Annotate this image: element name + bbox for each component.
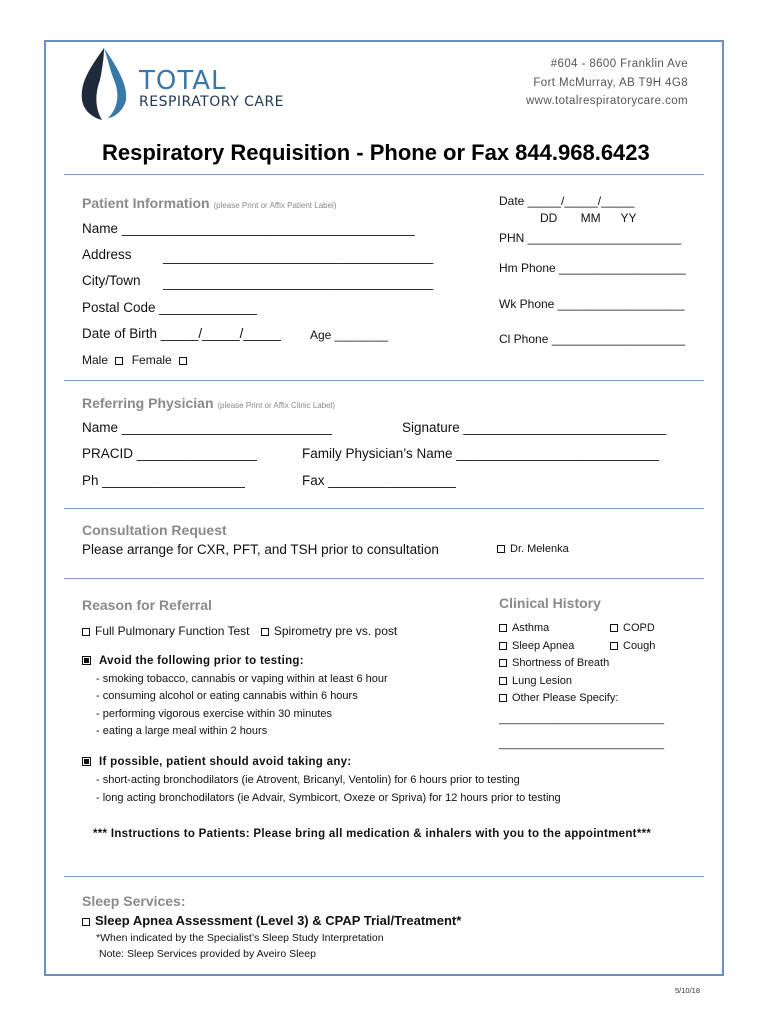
logo-text-respiratory: RESPIRATORY CARE xyxy=(139,94,285,110)
male-label: Male xyxy=(82,353,109,367)
avoid-item: - smoking tobacco, cannabis or vaping within at least 6 hour xyxy=(96,673,388,685)
dr-melenka-option xyxy=(497,543,569,555)
signature-field[interactable]: Signature ___________________________ xyxy=(402,420,667,435)
lung-lesion-option: Lung Lesion xyxy=(499,675,572,687)
work-phone-field[interactable]: Wk Phone ___________________ xyxy=(499,297,685,311)
patient-name-field[interactable]: Name _______________________________________ xyxy=(82,221,415,236)
divider xyxy=(64,578,704,579)
revision-date: 5/10/18 xyxy=(674,986,700,995)
spirometry-label: Spirometry pre vs. post xyxy=(273,624,398,638)
dr-melenka-checkbox[interactable] xyxy=(497,545,505,553)
sleep-apnea-checkbox[interactable] xyxy=(499,642,507,650)
possible-checkbox[interactable] xyxy=(82,757,91,766)
avoid-heading: Avoid the following prior to testing: xyxy=(82,655,304,667)
cough-option: Cough xyxy=(610,640,655,652)
asthma-option: Asthma xyxy=(499,622,549,634)
copd-checkbox[interactable] xyxy=(610,624,618,632)
possible-item: - short-acting bronchodilators (ie Atrovent, Bricanyl, Ventolin) for 6 hours prior to testing xyxy=(96,774,520,786)
divider xyxy=(64,380,704,381)
logo-text-total: TOTAL xyxy=(139,66,227,96)
patient-city-field[interactable]: ____________________________________ xyxy=(163,275,434,290)
home-phone-field[interactable]: Hm Phone ___________________ xyxy=(499,261,686,275)
sob-checkbox[interactable] xyxy=(499,659,507,667)
age-field[interactable]: Age ________ xyxy=(310,328,389,342)
dr-melenka-label: Dr. Melenka xyxy=(510,543,569,555)
lung-lesion-checkbox[interactable] xyxy=(499,677,507,685)
pft-label: Full Pulmonary Function Test xyxy=(95,624,250,638)
physician-name-field[interactable]: Name ____________________________ xyxy=(82,420,332,435)
consultation-text: Please arrange for CXR, PFT, and TSH prior to consultation xyxy=(82,542,439,557)
other-option: Other Please Specify: xyxy=(499,692,618,704)
asthma-checkbox[interactable] xyxy=(499,624,507,632)
phn-field[interactable]: PHN _______________________ xyxy=(499,231,682,245)
referral-heading: Reason for Referral xyxy=(82,597,212,613)
avoid-item: - consuming alcohol or eating cannabis within 6 hours xyxy=(96,690,358,702)
patient-address-label: Address xyxy=(82,247,132,262)
other-specify-line[interactable]: ___________________________ xyxy=(499,713,665,725)
date-field[interactable]: Date _____/_____/_____ xyxy=(499,194,635,208)
copd-option: COPD xyxy=(610,622,655,634)
sleep-assessment-checkbox[interactable] xyxy=(82,918,90,926)
cough-checkbox[interactable] xyxy=(610,642,618,650)
divider xyxy=(64,174,704,175)
possible-item: - long acting bronchodilators (ie Advair, Symbicort, Oxeze or Spriva) for 12 hours prior to testing xyxy=(96,792,561,804)
family-physician-field[interactable]: Family Physician’s Name ___________________________ xyxy=(302,446,660,461)
clinical-history-heading: Clinical History xyxy=(499,595,601,611)
consultation-heading: Consultation Request xyxy=(82,522,227,538)
address-line-1: #604 - 8600 Franklin Ave xyxy=(550,58,688,70)
sleep-apnea-assessment-option: Sleep Apnea Assessment (Level 3) & CPAP Trial/Treatment* xyxy=(82,913,461,928)
physician-heading: Referring Physician (please Print or Affix Clinic Label) xyxy=(82,395,336,411)
possible-heading: If possible, patient should avoid taking any: xyxy=(82,756,351,768)
gender-options xyxy=(82,353,192,367)
spirometry-checkbox[interactable] xyxy=(261,628,269,636)
other-checkbox[interactable] xyxy=(499,694,507,702)
page-title: Respiratory Requisition - Phone or Fax 844.968.6423 xyxy=(102,140,650,165)
patient-city-label: City/Town xyxy=(82,273,141,288)
sleep-apnea-option: Sleep Apnea xyxy=(499,640,574,652)
pracid-field[interactable]: PRACID ________________ xyxy=(82,446,257,461)
avoid-item: - performing vigorous exercise within 30 minutes xyxy=(96,708,332,720)
other-specify-line[interactable]: ___________________________ xyxy=(499,738,665,750)
male-checkbox[interactable] xyxy=(115,357,123,365)
patient-instructions: *** Instructions to Patients: Please bring all medication & inhalers with you to the appointment*** xyxy=(93,828,652,840)
logo-icon xyxy=(74,46,134,122)
date-format-hint: DD MM YY xyxy=(540,211,637,225)
patient-info-heading: Patient Information (please Print or Affix Patient Label) xyxy=(82,195,337,211)
female-label: Female xyxy=(131,353,172,367)
avoid-item: - eating a large meal within 2 hours xyxy=(96,725,268,737)
pft-checkbox[interactable] xyxy=(82,628,90,636)
divider xyxy=(64,876,704,877)
sleep-services-heading: Sleep Services: xyxy=(82,893,186,909)
sleep-provider-note: Note: Sleep Services provided by Aveiro Sleep xyxy=(99,948,316,960)
address-line-2: Fort McMurray, AB T9H 4G8 xyxy=(533,77,688,89)
sleep-note: *When indicated by the Specialist’s Sleep Study Interpretation xyxy=(96,932,384,944)
shortness-of-breath-option: Shortness of Breath xyxy=(499,657,609,669)
patient-address-field[interactable]: ____________________________________ xyxy=(163,249,434,264)
test-options xyxy=(82,624,397,638)
date-of-birth-field[interactable]: Date of Birth _____/_____/_____ xyxy=(82,326,281,341)
physician-phone-field[interactable]: Ph ___________________ xyxy=(82,473,245,488)
divider xyxy=(64,508,704,509)
female-checkbox[interactable] xyxy=(179,357,187,365)
cell-phone-field[interactable]: Cl Phone ____________________ xyxy=(499,332,686,346)
website: www.totalrespiratorycare.com xyxy=(525,95,688,107)
avoid-checkbox[interactable] xyxy=(82,656,91,665)
physician-fax-field[interactable]: Fax _________________ xyxy=(302,473,456,488)
postal-code-field[interactable]: Postal Code _____________ xyxy=(82,300,257,315)
